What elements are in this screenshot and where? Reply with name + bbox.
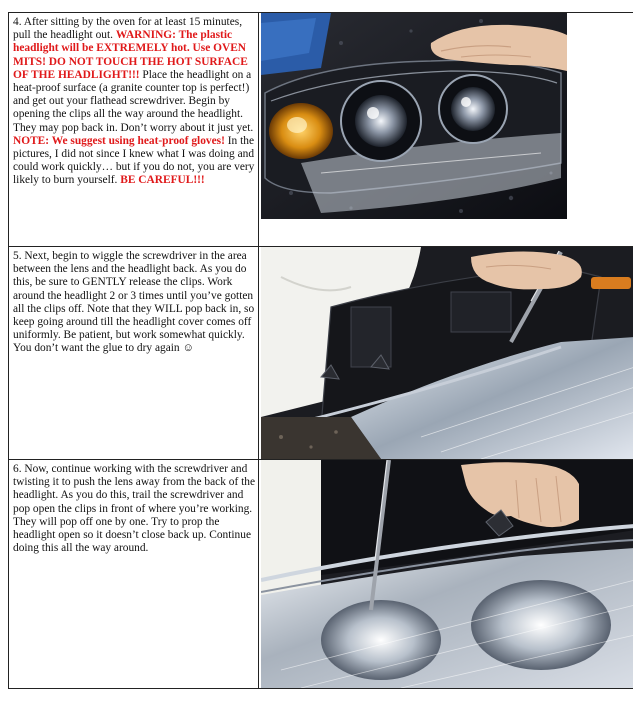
instructions-table [8,12,633,689]
be-careful-text: BE CAREFUL!!! [120,174,205,187]
step-row [9,13,633,247]
headlight-photo-step-6 [261,460,633,688]
step-photo-cell [259,247,633,460]
step-photo-cell [259,13,633,247]
step-photo-cell [259,460,633,689]
step-5-text: 5. Next, begin to wiggle the screwdriver in the area between the lens and the headlight back. As you do this, be sure to GENTLY release the clips. Work around the headlight 2 or 3 times until you’ve gotten all the clips off. Note that they WILL pop back in, so keep going around till the headlight cover comes off uniformly. Be patient, but work somewhat quickly. You don’t want the glue to dry again ☺ [13,250,255,355]
text-segment: In the pictures, I did not since I knew what I was doing and could work quickly… but if you do not, you are very likely to burn yourself. [13,134,255,187]
step-row [9,460,633,689]
text-segment: Place the headlight on a heat-proof surface (a granite counter top is perfect!) and get out your flathead screwdriver. Begin by opening the clips all the way around the headlight. They may pop back in. Don’t worry about it just yet. [13,68,254,134]
step-text-cell [9,13,259,247]
screwdriver-prying-lens-image [261,247,633,459]
step-4-text [13,16,254,186]
step-6-text: 6. Now, continue working with the screwdriver and twisting it to push the lens away from the back of the headlight. As you do this, trail the screwdriver and pop open the clips in front of where you’re working. They will pop off one by one. Try to prop the headlight open so it doesn’t close back up. Continue doing this all the way around. [13,463,256,555]
text-segment: 4. After sitting by the oven for at least 15 minutes, pull the headlight out. [13,16,243,42]
step-row [9,247,633,460]
headlight-photo-step-4 [261,13,567,219]
headlight-photo-step-5 [261,247,633,459]
step-text-cell [9,247,259,460]
warning-text: WARNING: The plastic headlight will be EXTREMELY hot. Use OVEN MITS! DO NOT TOUCH THE HOT SURFACE OF THE HEADLIGHT!!! [13,29,248,81]
lens-being-separated-image [261,460,633,688]
note-text: NOTE: We suggest using heat-proof gloves! [13,134,225,147]
step-text-cell [9,460,259,689]
headlight-on-counter-image [261,13,567,219]
